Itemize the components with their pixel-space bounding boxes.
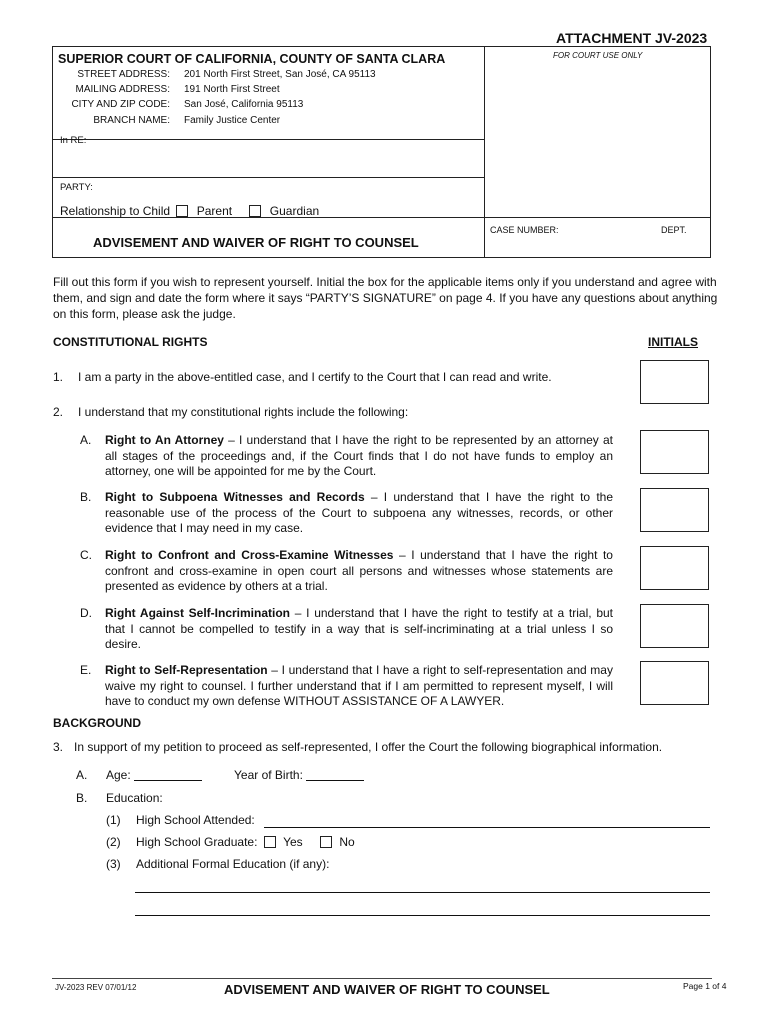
branch-value: Family Justice Center [184,115,281,126]
mailing-value: 191 North First Street [184,84,280,95]
footer-rule [52,978,712,979]
age-field[interactable] [134,780,202,781]
branch-label: BRANCH NAME: [93,115,170,126]
yob-field[interactable] [306,780,364,781]
court-name: SUPERIOR COURT OF CALIFORNIA, COUNTY OF SANTA CLARA [58,52,446,66]
right-text [105,663,613,710]
right-letter: A. [80,433,92,447]
right-body: – I understand that I have the right to testify at a trial, but that I cannot be compelled to testify in a way that is self-incriminating at a trial unless I so desire. [105,606,613,651]
right-letter: D. [80,606,92,620]
background-heading: BACKGROUND [53,716,141,730]
initials-box-a[interactable] [640,430,709,474]
attachment-title: ATTACHMENT JV-2023 [556,30,708,46]
initials-box-b[interactable] [640,488,709,532]
initials-box-1[interactable] [640,360,709,404]
caption-rule-2 [53,177,484,178]
yob-label: Year of Birth: [234,768,303,782]
item-1-number: 1. [53,370,64,384]
yes-label: Yes [283,835,303,849]
edu-3-number: (3) [106,857,121,871]
relationship-label: Relationship to Child [60,204,171,218]
bio-b-letter: B. [76,791,88,805]
edu-3-label: Additional Formal Education (if any): [136,857,330,871]
intro-text: Fill out this form if you wish to represent yourself. Initial the box for the applicable items only if you understand and agree with them, and sign and date the form where it says “PARTY’S SIGNATURE” on page 4. If you have any questions about anything on this form, please ask the judge. [53,275,718,321]
additional-education-line-1[interactable] [135,892,710,893]
edu-2-label: High School Graduate: [136,835,258,849]
initials-box-e[interactable] [640,661,709,705]
item-3-number: 3. [53,740,64,754]
right-text [105,548,613,595]
edu-1-label: High School Attended: [136,813,255,827]
item-1-text: I am a party in the above-entitled case, and I certify to the Court that I can read and write. [78,370,552,384]
age-row [106,768,202,784]
right-title: Right to Subpoena Witnesses and Records [105,490,365,504]
edu-1-number: (1) [106,813,121,827]
right-title: Right Against Self-Incrimination [105,606,291,620]
guardian-label: Guardian [269,204,320,218]
initials-box-c[interactable] [640,546,709,590]
form-title: ADVISEMENT AND WAIVER OF RIGHT TO COUNSEL [93,235,419,250]
right-body: – I understand that I have the right to be represented by an attorney at all stages of the proceedings and, if the Court finds that I do not have funds to employ an attorney, one will be appointed for me by the Court. [105,433,613,478]
in-re-field[interactable] [113,143,473,173]
right-letter: E. [80,663,92,677]
age-label: Age: [106,768,131,782]
case-number-label: CASE NUMBER: [490,225,559,235]
footer-title: ADVISEMENT AND WAIVER OF RIGHT TO COUNSEL [224,982,550,997]
caption-rule-1 [53,139,484,140]
graduate-yes-checkbox[interactable] [264,836,276,848]
right-title: Right to Self-Representation [105,663,268,677]
constitutional-heading: CONSTITUTIONAL RIGHTS [53,335,208,349]
right-title: Right to An Attorney [105,433,224,447]
item-2-text: I understand that my constitutional rights include the following: [78,405,409,419]
page-number: Page 1 of 4 [683,981,727,991]
street-label: STREET ADDRESS: [77,69,170,80]
additional-education-line-2[interactable] [135,915,710,916]
yob-row [234,768,364,784]
item-3-text: In support of my petition to proceed as self-represented, I offer the Court the following biographical information. [74,740,663,754]
education-label: Education: [106,791,163,805]
right-text [105,490,613,537]
dept-label: DEPT. [661,225,687,235]
right-body: – I understand that I have a right to self-representation and may waive my right to counsel. I further understand that if I am permitted to represent myself, I will have to conduct my own defense WITHOUT ASSISTANCE OF A LAWYER. [105,663,613,708]
caption-box [52,46,711,258]
right-body: – I understand that I have the right to the reasonable use of the process of the Court to subpoena any witnesses, records, or other evidence that I may need in my case. [105,490,614,535]
initials-heading: INITIALS [648,335,698,349]
bio-a-letter: A. [76,768,88,782]
initials-box-d[interactable] [640,604,709,648]
relationship-row [60,204,319,218]
party-field[interactable] [113,180,473,198]
city-value: San José, California 95113 [184,99,304,110]
right-text [105,606,613,653]
in-re-label: In RE: [60,135,87,146]
right-body: – I understand that I have the right to confront and cross-examine in open court all persons and witnesses whose statements are presented as evidence by others at a trial. [105,548,613,593]
right-title: Right to Confront and Cross-Examine Witnesses [105,548,394,562]
item-2-number: 2. [53,405,64,419]
guardian-checkbox[interactable] [249,205,261,217]
right-letter: B. [80,490,92,504]
parent-checkbox[interactable] [176,205,188,217]
edu-2-number: (2) [106,835,121,849]
mailing-label: MAILING ADDRESS: [75,84,170,95]
footer-form-id: JV-2023 REV 07/01/12 [55,983,137,992]
for-court-use-label: FOR COURT USE ONLY [553,51,643,60]
street-value: 201 North First Street, San José, CA 95113 [184,69,376,80]
parent-label: Parent [196,204,233,218]
graduate-row [136,835,355,851]
right-text [105,433,613,480]
party-label: PARTY: [60,182,93,193]
right-letter: C. [80,548,92,562]
high-school-field[interactable] [264,827,710,828]
no-label: No [339,835,355,849]
caption-divider [484,47,485,257]
city-label: CITY AND ZIP CODE: [71,99,170,110]
graduate-no-checkbox[interactable] [320,836,332,848]
